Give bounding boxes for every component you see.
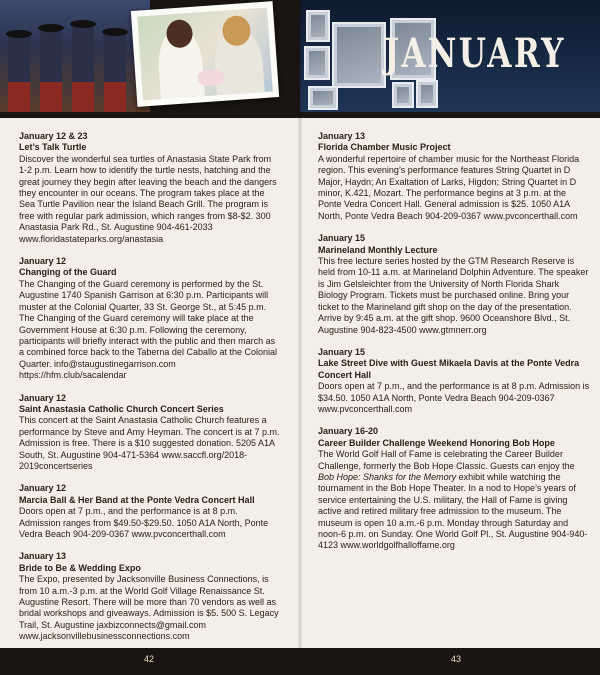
event-description: The Expo, presented by Jacksonville Business Connections, is from 10 a.m.-3 p.m. at the World Golf Village Renaissance St. Augustine Resort. There will be more than 70 vendors as well as bridal workshops and giveaways. Admission is $5. 500 S. Legacy Trail, St. Augustine jaxbizconnects@gmail.com www.jacksonvillebusinessconnections.com xyxy=(19,574,279,642)
soldier-figure xyxy=(8,34,30,112)
month-title: JANUARY xyxy=(384,30,566,77)
tricorn-hat-icon xyxy=(70,20,96,28)
event-entry xyxy=(19,483,281,540)
event-description-part: exhibit while watching the tournament in the Bob Hope Theater. In a nod to Hope’s years of service entertaining the U.S. military, the Hall of Fame is giving active and retired military free admission to the museum. The museum is open 10 a.m.-6 p.m. Monday through Saturday and noon-6 p.m. on Sunday. One World Golf Pl., St. Augustine 904-940-4123 www.worldgolfhalloffame.org xyxy=(318,471,588,551)
framed-picture xyxy=(392,82,414,108)
event-description: This free lecture series hosted by the GTM Research Reserve is held from 10-11 a.m. at Marineland Dolphin Adventure. The speaker is Jim Gelsleichter from the University of North Florida Shark Biology Program. Tickets must be purchased online. Bring your ticket to the Marineland gift shop on the day of the presentation. Arrive by 9:45 a.m. at the gift shop. 9600 Oceanshore Blvd., St. Augustine 904-823-4500 www.gtmnerr.org xyxy=(318,256,589,335)
event-title: Bride to Be & Wedding Expo xyxy=(19,562,141,573)
event-description-part: The World Golf Hall of Fame is celebrating the Career Builder Challenge, formerly the Bob Hope Classic. Guests can enjoy the xyxy=(318,449,575,471)
page-footer xyxy=(0,648,600,675)
left-page-number: 42 xyxy=(144,654,155,664)
event-description: Discover the wonderful sea turtles of Anastasia State Park from 1-2 p.m. Learn how to identify the turtle nests, hatching and the great journey they begin after leaving the beach and the dangers they encounter in our oceans. The program takes place at the Sea Turtle Pavilion near the Island Beach Grill. The program is free with regular park admission, which ranges from $8-$2. 300 Anastasia Park Rd., St. Augustine 904-461-2033 www.floridastateparks.org/anastasia xyxy=(19,153,277,244)
event-description: Doors open at 7 p.m., and the performance is at 8 p.m. Admission is $34.50. 1050 A1A North, Ponte Vedra Beach 904-209-0367 www.pvconcerthall.com xyxy=(318,381,590,414)
event-title: Marineland Monthly Lecture xyxy=(318,244,438,255)
tricorn-hat-icon xyxy=(6,30,32,38)
event-date: January 16-20 xyxy=(318,426,379,437)
event-description: This concert at the Saint Anastasia Catholic Church features a performance by Steve and Amy Heyman. The concert is at 7 p.m. Admission is free. There is a $10 suggested donation. 5205 A1A South, St. Augustine 904-471-5364 www.saccfl.org/2018-2019concertseries xyxy=(19,415,280,471)
framed-picture xyxy=(332,22,386,88)
event-date: January 12 xyxy=(19,392,67,403)
event-entry xyxy=(318,347,590,415)
event-entry xyxy=(318,131,590,222)
event-description: The Changing of the Guard ceremony is performed by the St. Augustine 1740 Spanish Garrison at 6:30 p.m. Participants will muster at the Colonial Quarter, 33 St. George St., at 5:45 p.m. The Changing of the Guard ceremony will take place at the Government House at 6:30 p.m. Following the ceremony, participants will briefly interact with the public and then march as a combined force back to the Taberna del Caballo at the Colonial Quarter. info@staugustinegarrison.com https://hfm.club/sacalendar xyxy=(19,278,277,381)
tricorn-hat-icon xyxy=(38,24,64,32)
event-entry xyxy=(19,131,281,245)
event-title: Saint Anastasia Catholic Church Concert Series xyxy=(19,403,224,414)
event-description: Doors open at 7 p.m., and the performance is at 8 p.m. Admission ranges from $49.50-$29.50. 1050 A1A North, Ponte Vedra Beach 904-209-0367 www.pvconcerthall.com xyxy=(19,506,269,539)
framed-picture xyxy=(304,46,330,80)
soldier-figure xyxy=(72,24,94,112)
event-title: Career Builder Challenge Weekend Honoring Bob Hope xyxy=(318,437,555,448)
event-description xyxy=(318,449,590,552)
bride-polaroid-photo xyxy=(131,1,279,107)
event-entry xyxy=(19,551,281,642)
event-date: January 12 & 23 xyxy=(19,131,88,141)
event-date: January 12 xyxy=(19,256,67,267)
event-description: A wonderful repertoire of chamber music for the Northeast Florida region. This evening’s performance features String Quartet in D Major, Haydn; An Exaltation of Larks, Higdon; String Quartet in D minor, K.421, Mozart. The performance begins at 3 p.m. at the Ponte Vedra Concert Hall. General admission is $25. 1050 A1A North, Ponte Vedra Beach 904-209-0367 www.pvconcerthall.com xyxy=(318,153,580,221)
exhibit-title: Bob Hope: Shanks for the Memory xyxy=(318,471,457,482)
event-entry xyxy=(318,426,590,551)
framed-picture xyxy=(306,10,330,42)
soldier-figure xyxy=(40,28,62,112)
event-title: Marcia Ball & Her Band at the Ponte Vedra Concert Hall xyxy=(19,494,255,505)
event-date: January 13 xyxy=(318,131,366,141)
left-page-events xyxy=(19,131,281,654)
event-entry xyxy=(318,233,590,336)
page-gutter xyxy=(298,0,302,675)
tricorn-hat-icon xyxy=(102,28,128,36)
framed-picture xyxy=(416,80,438,108)
soldier-figure xyxy=(104,32,126,112)
event-title: Changing of the Guard xyxy=(19,267,117,278)
right-page-events xyxy=(318,131,590,563)
soldiers-photo xyxy=(0,0,150,112)
event-date: January 12 xyxy=(19,483,67,494)
right-page-number: 43 xyxy=(451,654,462,664)
event-date: January 15 xyxy=(318,233,366,244)
event-entry xyxy=(19,256,281,381)
event-title: Let’s Talk Turtle xyxy=(19,142,87,153)
event-date: January 13 xyxy=(19,551,67,562)
event-title: Florida Chamber Music Project xyxy=(318,142,451,153)
event-entry xyxy=(19,393,281,473)
event-title: Lake Street Dive with Guest Mikaela Davis at the Ponte Vedra Concert Hall xyxy=(318,358,580,380)
event-date: January 15 xyxy=(318,346,366,357)
framed-picture xyxy=(308,86,338,110)
